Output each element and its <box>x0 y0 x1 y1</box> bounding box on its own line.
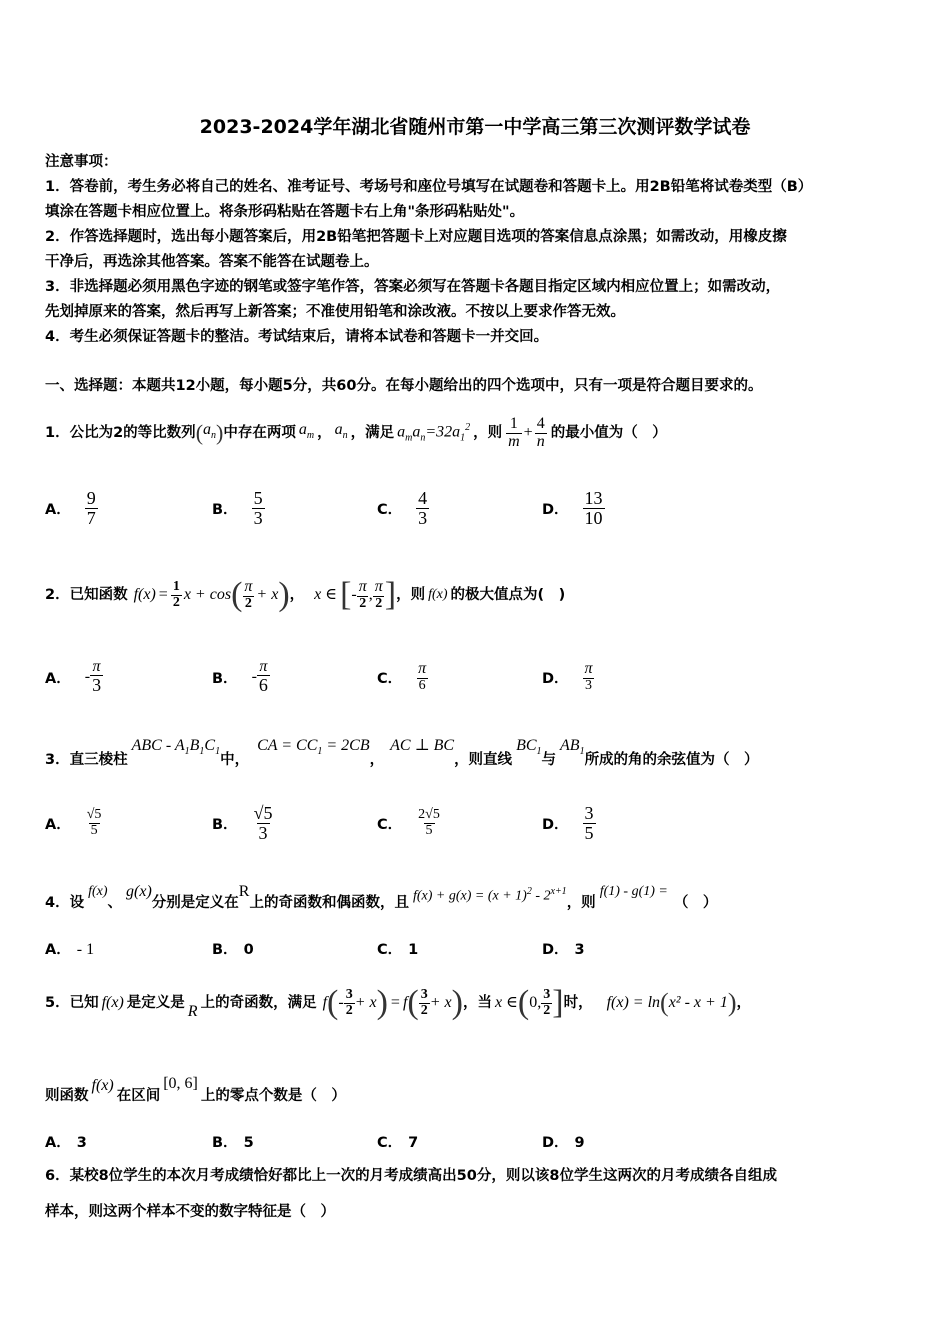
q2-option-b[interactable]: B． - $\frac{\pi}{6}$ <box>212 657 268 696</box>
notice-line: 1．答卷前，考生务必将自己的姓名、准考证号、考场号和座位号填写在试题卷和答题卡上。用2B铅笔将试卷类型（B） <box>45 179 813 195</box>
notice-line: 填涂在答题卡相应位置上。将条形码粘贴在答题卡右上角"条形码粘贴处"。 <box>45 204 525 220</box>
q1-option-b[interactable]: B． $\frac{5}{3}$ <box>212 487 263 528</box>
q1-text: 1．公比为2的等比数列 <box>45 425 196 441</box>
q1-option-c[interactable]: C． $\frac{4}{3}$ <box>377 487 428 528</box>
q5-option-c[interactable]: C． 7 <box>377 1135 419 1151</box>
q1-option-a[interactable]: A． $\frac{9}{7}$ <box>45 487 96 528</box>
q1-option-d[interactable]: D． $\frac{13}{10}$ <box>542 487 603 528</box>
q2-option-c[interactable]: C． $\frac{\pi}{6}$ <box>377 659 427 693</box>
q4-option-d[interactable]: D． 3 <box>542 942 585 958</box>
question-5: 5．已知 f(x) 是定义是 R 上的奇函数，满足 f ( - $\frac{3}{2}$ + x ) = f ( $\frac{3}{2}$ + x ) ，当 x ∈ ( 0, $\frac{3}{2}$ ] 时， f(x) = ln ( x² - x + 1 ) ， <box>45 984 751 1021</box>
q2-option-d[interactable]: D． $\frac{\pi}{3}$ <box>542 659 593 693</box>
question-6-line1: 6．某校8位学生的本次月考成绩恰好都比上一次的月考成绩高出50分，则以该8位学生这两次的月考成绩各自组成 <box>45 1168 777 1184</box>
section-heading: 一、选择题：本题共12小题，每小题5分，共60分。在每小题给出的四个选项中，只有一项是符合题目要求的。 <box>45 378 763 394</box>
q3-option-c[interactable]: C． $\frac{2√5}{5}$ <box>377 806 440 838</box>
q3-option-a[interactable]: A． $\frac{√5}{5}$ <box>45 806 102 838</box>
question-4: 4．设 f(x) 、 g(x) 分别是定义在 R 上的奇函数和偶函数，且 $f(x) + g(x) = (x + 1)^2 - 2^{x+1}$ ，则 f(1) - g(1) = （ ） <box>45 883 718 911</box>
q3-option-d[interactable]: D． $\frac{3}{5}$ <box>542 802 594 843</box>
q2-option-a[interactable]: A． - $\frac{\pi}{3}$ <box>45 657 102 696</box>
q3-option-b[interactable]: B． $\frac{√5}{3}$ <box>212 802 273 843</box>
notice-line: 4．考生必须保证答题卡的整洁。考试结束后，请将本试卷和答题卡一并交回。 <box>45 329 549 345</box>
q4-option-b[interactable]: B． 0 <box>212 942 254 958</box>
question-5-cont: 则函数 f(x) 在区间 [0, 6] 上的零点个数是（ ） <box>45 1075 346 1104</box>
question-2: 2．已知函数 f(x) = $\frac{1}{2}$ x + cos ( $\frac{\pi}{2}$ + x ) ， x ∈ [ - $\frac{\pi}{2}$ , $\frac{\pi}{2}$ ] ，则 f(x) 的极大值点为( ) <box>45 576 566 613</box>
q4-option-c[interactable]: C． 1 <box>377 942 419 958</box>
question-1: 1．公比为2的等比数列 ( $a_n$ ) 中存在两项 $a_m$ ， $a_n$ ，满足 $a_ma_n=32a_1^2$ ，则 $\frac{1}{m}$ + $\frac{4}{n}$ 的最小值为（ ） <box>45 414 667 450</box>
q5-option-d[interactable]: D． 9 <box>542 1135 585 1151</box>
question-6-line2: 样本，则这两个样本不变的数字特征是（ ） <box>45 1204 335 1220</box>
notice-line: 先划掉原来的答案，然后再写上新答案；不准使用铅笔和涂改液。不按以上要求作答无效。 <box>45 304 625 320</box>
page-title: 2023-2024学年湖北省随州市第一中学高三第三次测评数学试卷 <box>199 116 751 138</box>
question-3: 3．直三棱柱 ABC - $A_1B_1C_1$ 中， CA = $CC_1 = 2CB$ ， AC ⊥ BC ，则直线 $BC_1$ 与 $AB_1$ 所成的角的余弦值为（ ） <box>45 737 759 768</box>
notice-line: 2．作答选择题时，选出每小题答案后，用2B铅笔把答题卡上对应题目选项的答案信息点涂黑；如需改动，用橡皮擦 <box>45 229 787 245</box>
notice-line: 3．非选择题必须用黑色字迹的钢笔或签字笔作答，答案必须写在答题卡各题目指定区域内相应位置上；如需改动， <box>45 279 781 295</box>
notice-heading: 注意事项： <box>45 154 118 170</box>
q4-option-a[interactable]: A． - 1 <box>45 941 95 958</box>
q5-option-b[interactable]: B． 5 <box>212 1135 254 1151</box>
q5-option-a[interactable]: A． 3 <box>45 1135 87 1151</box>
notice-line: 干净后，再选涂其他答案。答案不能答在试题卷上。 <box>45 254 379 270</box>
